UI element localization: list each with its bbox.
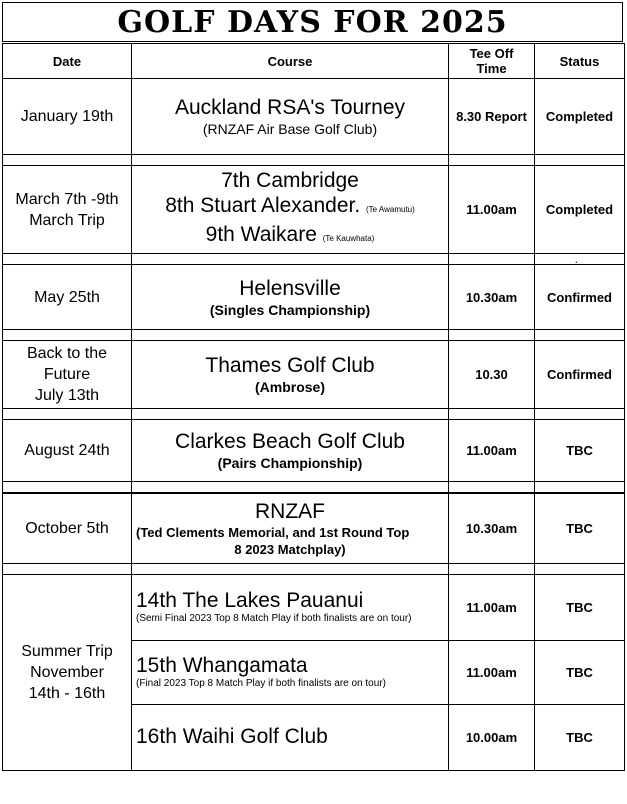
golf-schedule-table [2, 43, 625, 771]
header-status: Status [535, 44, 625, 79]
date-line: Back to the [26, 345, 108, 362]
status-cell: TBC [535, 420, 625, 482]
course-cell [132, 704, 449, 770]
header-date: Date [3, 44, 132, 79]
spacer-row [3, 409, 625, 420]
course-name: 14th The Lakes Pauanui [136, 589, 364, 612]
course-location-note: (Te Kauwhata) [322, 234, 375, 243]
course-name: Clarkes Beach Golf Club [175, 430, 405, 453]
course-name: 9th Waikare [205, 223, 317, 246]
date-cell: January 19th [3, 79, 132, 155]
course-subtitle: 8 2023 Matchplay) [234, 541, 346, 557]
spacer-row [3, 482, 625, 494]
course-cell [132, 640, 449, 704]
course-subtitle: (Pairs Championship) [217, 455, 363, 471]
course-subtitle: (Ted Clements Memorial, and 1st Round Top [136, 524, 410, 540]
date-line: Summer Trip [21, 642, 113, 660]
course-cell [132, 166, 449, 254]
tee-off-cell: 11.00am [449, 420, 535, 482]
table-row [3, 493, 625, 563]
date-line: November [30, 663, 104, 681]
tee-off-cell: 10.30am [449, 493, 535, 563]
spacer-row [3, 155, 625, 166]
tee-off-cell: 8.30 Report [449, 79, 535, 155]
status-cell: TBC [535, 493, 625, 563]
table-row [3, 341, 625, 409]
date-line: July 13th [34, 387, 100, 404]
course-note: (Final 2023 Top 8 Match Play if both finalists are on tour) [136, 678, 386, 689]
tee-off-cell: 11.00am [449, 166, 535, 254]
course-cell [132, 265, 449, 330]
tee-off-cell: 10.30 [449, 341, 535, 409]
course-name: Thames Golf Club [205, 354, 375, 377]
date-cell: August 24th [3, 420, 132, 482]
date-line: 14th - 16th [28, 684, 106, 702]
course-name: Auckland RSA's Tourney [174, 96, 406, 119]
course-subtitle: (Ambrose) [254, 379, 325, 395]
course-cell [132, 341, 449, 409]
date-cell: October 5th [3, 493, 132, 563]
course-name: RNZAF [255, 499, 325, 523]
course-name: 15th Whangamata [136, 654, 308, 677]
course-cell [132, 79, 449, 155]
course-name: Helensville [239, 276, 341, 300]
date-cell [3, 574, 132, 770]
status-cell: TBC [535, 574, 625, 640]
date-cell: May 25th [3, 265, 132, 330]
course-name: 16th Waihi Golf Club [136, 725, 328, 748]
status-cell: Confirmed [535, 341, 625, 409]
tee-off-cell: 10.00am [449, 704, 535, 770]
date-cell [3, 166, 132, 254]
header-tee-off: Tee Off Time [449, 44, 535, 79]
page-title: GOLF DAYS FOR 2025 [2, 2, 623, 42]
date-line: March 7th -9th [15, 190, 119, 208]
table-row [3, 265, 625, 330]
stray-dot: . [574, 252, 578, 266]
table-row [3, 420, 625, 482]
tee-off-cell: 10.30am [449, 265, 535, 330]
header-course: Course [132, 44, 449, 79]
course-location-note: (Te Awamutu) [366, 205, 415, 214]
course-note: (Semi Final 2023 Top 8 Match Play if both finalists are on tour) [136, 613, 412, 624]
course-cell [132, 493, 449, 563]
tee-off-cell: 11.00am [449, 574, 535, 640]
date-line: Future [43, 366, 91, 383]
spacer-row [3, 330, 625, 341]
course-cell [132, 574, 449, 640]
date-cell [3, 341, 132, 409]
header-row [3, 44, 625, 79]
status-cell: TBC [535, 640, 625, 704]
status-cell: Confirmed [535, 265, 625, 330]
date-line: March Trip [29, 211, 105, 229]
course-subtitle: (Singles Championship) [209, 301, 371, 318]
course-name: 8th Stuart Alexander. [165, 194, 361, 217]
spacer-row [3, 563, 625, 574]
spacer-row [3, 254, 625, 265]
table-row [3, 166, 625, 254]
course-subtitle: (RNZAF Air Base Golf Club) [202, 121, 378, 137]
tee-off-cell: 11.00am [449, 640, 535, 704]
table-row [3, 574, 625, 640]
course-name: 7th Cambridge [221, 169, 359, 192]
table-row [3, 79, 625, 155]
status-cell: Completed [535, 79, 625, 155]
status-cell: TBC [535, 704, 625, 770]
status-cell: Completed [535, 166, 625, 254]
course-cell [132, 420, 449, 482]
